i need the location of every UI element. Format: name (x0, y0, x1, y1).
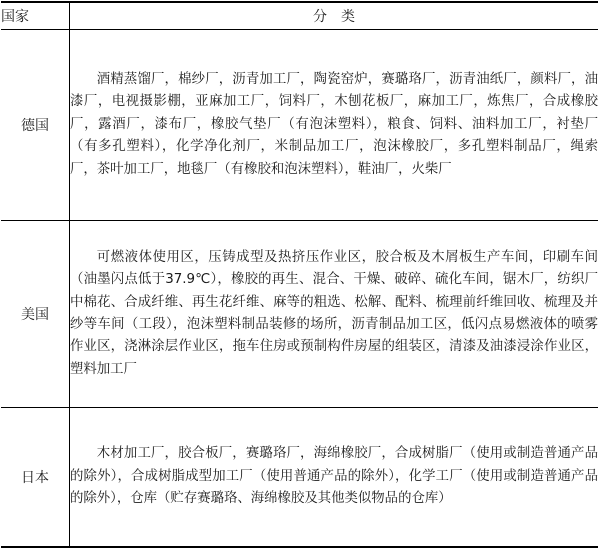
classification-document (1, 1, 598, 548)
country-cell-japan: 日本 (1, 408, 70, 548)
table-row-usa (1, 221, 598, 408)
country-classification-table (1, 1, 598, 548)
header-row (1, 2, 598, 30)
table-row-japan (1, 408, 598, 548)
country-cell-usa: 美国 (1, 221, 70, 408)
country-column-header: 国家 (1, 2, 70, 30)
category-column-header: 分 类 (70, 2, 599, 30)
category-cell-germany: 酒精蒸馏厂，棉纱厂，沥青加工厂，陶瓷窑炉，赛璐珞厂，沥青油纸厂，颜料厂，油漆厂，电视摄影棚，亚麻加工厂，饲料厂，木刨花板厂，麻加工厂，炼焦厂，合成橡胶厂，露酒厂，漆布厂，橡胶气垫厂（有泡沫塑料），粮食、饲料、油料加工厂，衬垫厂（有多孔塑料），化学净化剂厂，米制品加工厂，泡沫橡胶厂，多孔塑料制品厂，绳索厂，茶叶加工厂，地毯厂（有橡胶和泡沫塑料），鞋油厂，火柴厂 (70, 30, 599, 221)
category-cell-japan: 木材加工厂，胶合板厂，赛璐珞厂，海绵橡胶厂，合成树脂厂（使用或制造普通产品的除外），合成树脂成型加工厂（使用普通产品的除外），化学工厂（使用或制造普通产品的除外），仓库（贮存赛璐珞、海绵橡胶及其他类似物品的仓库） (70, 408, 599, 548)
category-cell-usa: 可燃液体使用区，压铸成型及热挤压作业区，胶合板及木屑板生产车间，印刷车间（油墨闪点低于37.9℃），橡胶的再生、混合、干燥、破碎、硫化车间，锯木厂，纺织厂中棉花、合成纤维、再生花纤维、麻等的粗选、松解、配料、梳理前纤维回收、梳理及并纱等车间（工段），泡沫塑料制品装修的场所，沥青制品加工区，低闪点易燃液体的喷雾作业区，浇淋涂层作业区，拖车住房或预制构件房屋的组装区，清漆及油漆浸涂作业区，塑料加工厂 (70, 221, 599, 408)
country-cell-germany: 德国 (1, 30, 70, 221)
table-row-germany (1, 30, 598, 221)
